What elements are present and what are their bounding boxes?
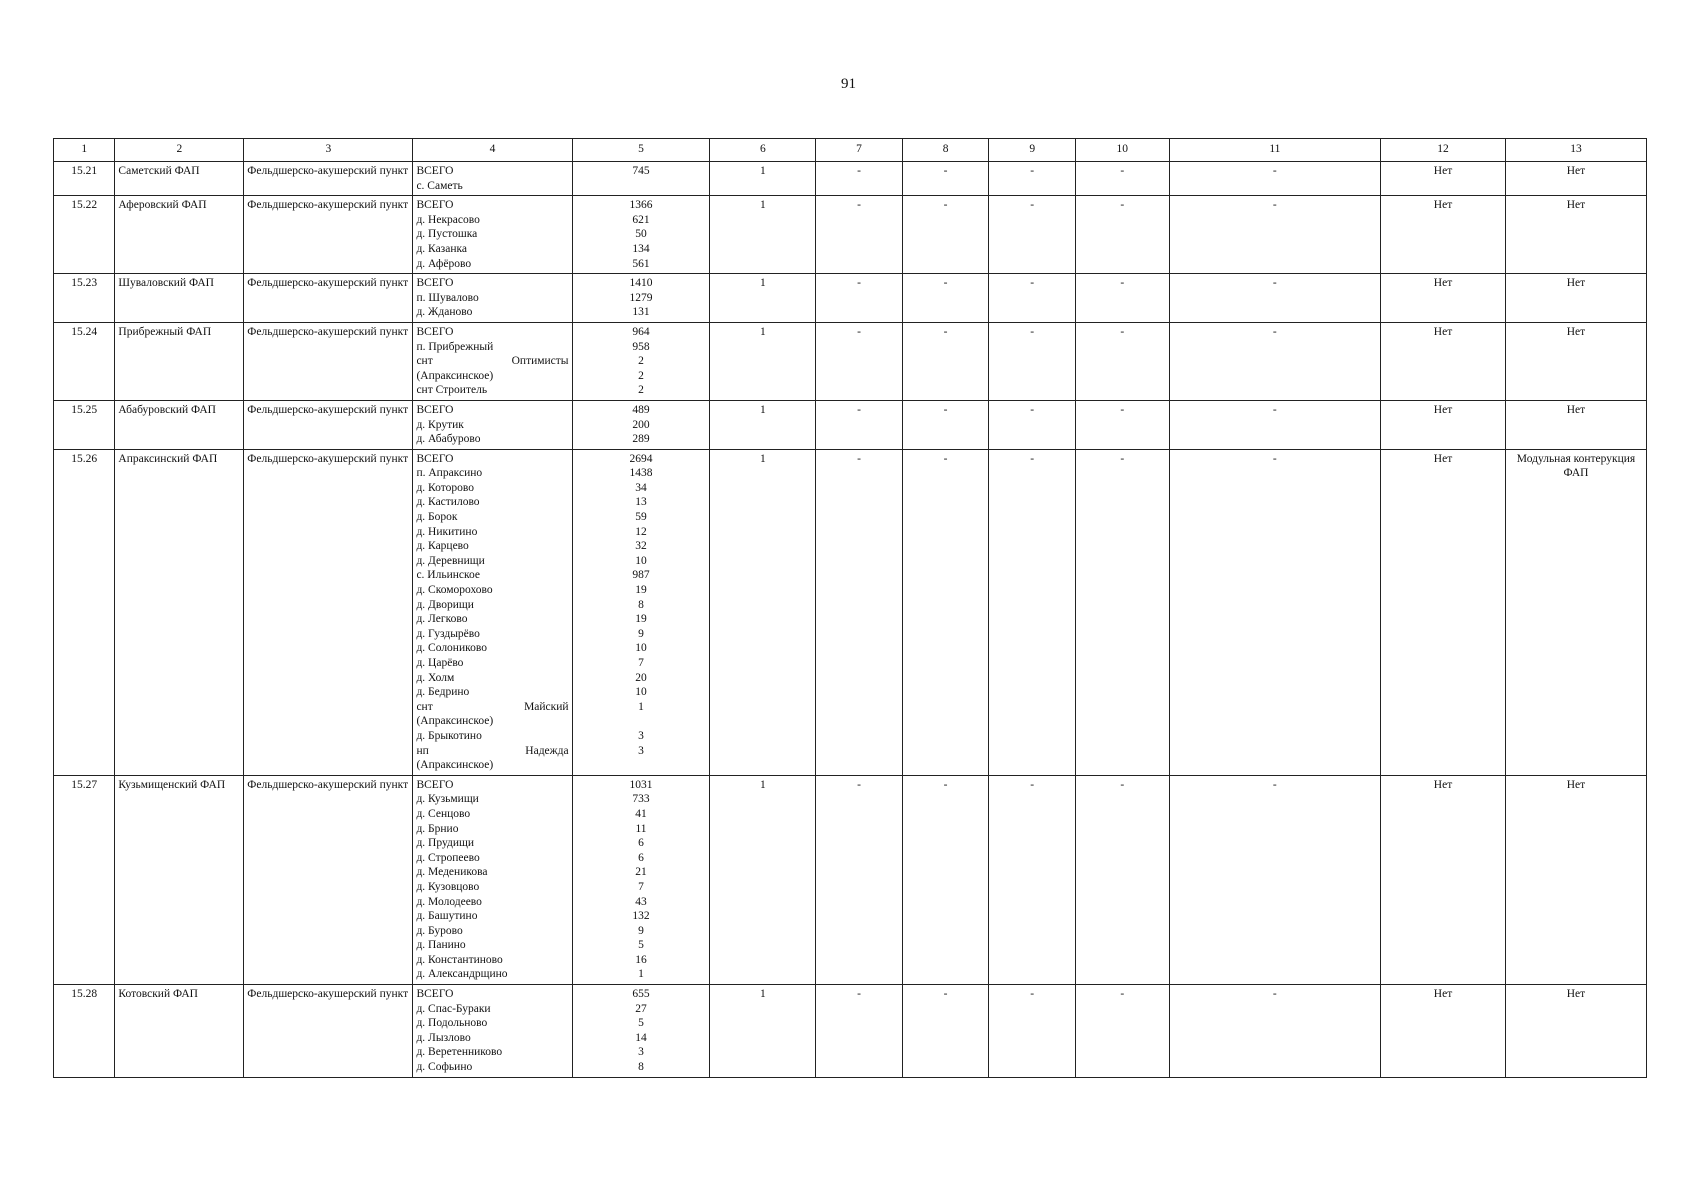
column-10-cell: - [1075,775,1169,984]
column-8-cell: - [902,274,989,323]
settlement-line: снт Строитель [416,384,488,397]
settlements-cell [413,775,572,984]
settlements-cell [413,274,572,323]
settlement-line: д. Брнио [416,822,459,835]
population-value: 1438 [629,467,653,480]
population-value: 200 [632,418,650,431]
population-value: 10 [635,554,647,567]
settlement-line: (Апраксинское) [416,369,494,382]
column-11-cell: - [1169,162,1380,196]
settlement-line: д. Башутино [416,910,478,923]
page-number: 91 [841,76,856,92]
column-7-cell: - [816,985,903,1078]
settlement-line: д. Софьино [416,1061,473,1074]
column-8-cell: - [902,400,989,449]
population-value: 13 [635,496,647,509]
settlements-cell [413,449,572,775]
settlement-line: д. Сенцово [416,807,471,820]
facility-type-cell: Фельдшерско-акушерский пункт [244,985,413,1078]
column-9-cell: - [989,449,1076,775]
column-12-cell: Нет [1381,322,1506,400]
facility-type-cell: Фельдшерско-акушерский пункт [244,274,413,323]
population-value: 489 [632,403,650,416]
column-12-cell: Нет [1381,274,1506,323]
population-value: 134 [632,242,650,255]
settlement-line: д. Дворищи [416,598,474,611]
population-value: 1410 [629,277,653,290]
settlement-line: д. Деревнищи [416,554,485,567]
column-7-cell: - [816,400,903,449]
column-number-header: 6 [710,139,816,162]
settlement-line: д. Карцево [416,540,469,553]
table-row [54,449,1647,775]
column-12-cell: Нет [1381,775,1506,984]
population-value: 745 [632,165,650,177]
column-10-cell: - [1075,196,1169,274]
row-number-cell: 15.22 [54,196,115,274]
settlement-line: с. Ильинское [416,569,481,582]
column-number-header-row [54,139,1647,162]
column-11-cell: - [1169,400,1380,449]
settlement-name: Оптимисты [511,355,569,368]
column-9-cell: - [989,196,1076,274]
column-7-cell: - [816,775,903,984]
column-7-cell: - [816,274,903,323]
population-value: 561 [632,257,650,270]
column-10-cell: - [1075,400,1169,449]
population-value: 132 [632,910,650,923]
settlement-line: д. Которово [416,481,474,494]
population-cell [572,985,710,1078]
facility-name-cell: Котовский ФАП [115,985,244,1078]
settlement-type: нп [416,744,429,757]
population-value: 8 [638,1061,644,1074]
facility-name-cell: Прибрежный ФАП [115,322,244,400]
table-row [54,400,1647,449]
settlement-line: д. Лызлово [416,1031,471,1044]
population-cell [572,162,710,196]
population-value: 41 [635,807,647,820]
column-13-cell: Модульная контерукция ФАП [1505,449,1646,775]
population-value: 958 [632,340,650,353]
facility-name-cell: Апраксинский ФАП [115,449,244,775]
column-11-cell: - [1169,274,1380,323]
population-value: 9 [638,627,644,640]
population-value: 27 [635,1002,647,1015]
column-number-header: 1 [54,139,115,162]
facility-name-cell: Кузьмищенский ФАП [115,775,244,984]
facility-table [53,138,1647,1078]
settlement-line: д. Казанка [416,242,467,255]
settlement-line: ВСЕГО [416,403,454,416]
settlement-line: п. Апраксино [416,467,483,480]
table-row [54,274,1647,323]
settlement-line: д. Прудищи [416,837,474,850]
settlement-line: д. Никитино [416,525,478,538]
settlement-type: снт [416,700,433,713]
table-row [54,162,1647,196]
facility-type-cell: Фельдшерско-акушерский пункт [244,322,413,400]
population-value: 733 [632,793,650,806]
column-11-cell: - [1169,322,1380,400]
population-value: 1366 [629,199,653,212]
column-number-header: 2 [115,139,244,162]
row-number-cell: 15.24 [54,322,115,400]
column-7-cell: - [816,322,903,400]
settlement-line [416,744,568,759]
settlement-line: д. Подольново [416,1017,488,1030]
row-number-cell: 15.28 [54,985,115,1078]
column-13-cell: Нет [1505,274,1646,323]
settlement-line: д. Кузьмищи [416,793,479,806]
settlement-line: д. Царёво [416,657,464,669]
column-12-cell: Нет [1381,400,1506,449]
population-value: 2 [638,355,644,368]
column-number-header: 12 [1381,139,1506,162]
population-value: 1279 [629,291,653,304]
settlement-line: с. Саметь [416,179,463,192]
table-row [54,985,1647,1078]
column-6-cell: 1 [710,449,816,775]
settlements-cell [413,196,572,274]
population-value [576,179,707,194]
settlement-line: (Апраксинское) [416,759,494,772]
settlement-line: ВСЕГО [416,778,454,791]
column-9-cell: - [989,162,1076,196]
settlements-cell [413,400,572,449]
settlement-line: д. Борок [416,511,458,524]
table-row [54,322,1647,400]
population-value: 3 [638,729,644,742]
column-11-cell: - [1169,196,1380,274]
row-number-cell: 15.21 [54,162,115,196]
population-value: 7 [638,657,644,669]
column-13-cell: Нет [1505,985,1646,1078]
population-value: 6 [638,837,644,850]
population-value [576,714,707,729]
column-11-cell: - [1169,985,1380,1078]
column-number-header: 8 [902,139,989,162]
column-number-header: 7 [816,139,903,162]
column-number-header: 4 [413,139,572,162]
settlement-line: д. Меденикова [416,866,488,879]
settlement-line: д. Александрщино [416,968,508,981]
settlement-line: ВСЕГО [416,452,454,465]
column-number-header: 5 [572,139,710,162]
population-value: 10 [635,686,647,699]
column-6-cell: 1 [710,985,816,1078]
population-value: 20 [635,671,647,684]
settlement-line: д. Холм [416,671,455,684]
column-10-cell: - [1075,162,1169,196]
population-cell [572,196,710,274]
population-value: 964 [632,325,650,338]
population-value: 987 [632,569,650,582]
facility-type-cell: Фельдшерско-акушерский пункт [244,400,413,449]
facility-name-cell: Аферовский ФАП [115,196,244,274]
population-value: 34 [635,481,647,494]
settlement-line: д. Некрасово [416,213,480,226]
column-10-cell: - [1075,449,1169,775]
facility-name-cell: Саметский ФАП [115,162,244,196]
population-value: 289 [632,433,650,446]
column-number-header: 3 [244,139,413,162]
column-number-header: 9 [989,139,1076,162]
population-value: 6 [638,851,644,864]
population-value: 10 [635,642,647,655]
population-value: 59 [635,511,647,524]
column-6-cell: 1 [710,400,816,449]
population-value: 655 [632,988,650,1001]
column-9-cell: - [989,400,1076,449]
facility-type-cell: Фельдшерско-акушерский пункт [244,196,413,274]
settlements-cell [413,322,572,400]
column-9-cell: - [989,775,1076,984]
settlement-line: д. Веретенниково [416,1046,503,1059]
population-value: 14 [635,1031,647,1044]
column-7-cell: - [816,162,903,196]
population-value: 2694 [629,452,653,465]
column-10-cell: - [1075,322,1169,400]
column-13-cell: Нет [1505,400,1646,449]
column-8-cell: - [902,985,989,1078]
facility-type-cell: Фельдшерско-акушерский пункт [244,775,413,984]
column-8-cell: - [902,162,989,196]
population-value: 16 [635,953,647,966]
settlement-line: д. Скоморохово [416,584,493,597]
column-10-cell: - [1075,274,1169,323]
settlement-line: д. Константиново [416,953,503,966]
column-8-cell: - [902,322,989,400]
population-value: 8 [638,598,644,611]
column-9-cell: - [989,274,1076,323]
population-value: 21 [635,866,647,879]
population-cell [572,274,710,323]
column-number-header: 13 [1505,139,1646,162]
population-value: 19 [635,584,647,597]
population-value: 2 [638,369,644,382]
facility-name-cell: Абабуровский ФАП [115,400,244,449]
population-value: 9 [638,924,644,937]
column-9-cell: - [989,985,1076,1078]
table-body [54,162,1647,1078]
column-13-cell: Нет [1505,775,1646,984]
row-number-cell: 15.23 [54,274,115,323]
facility-name-cell: Шуваловский ФАП [115,274,244,323]
settlement-line: д. Абабурово [416,433,481,446]
population-value [576,758,707,773]
settlement-line: д. Бедрино [416,686,470,699]
column-6-cell: 1 [710,775,816,984]
column-12-cell: Нет [1381,196,1506,274]
population-value: 7 [638,880,644,893]
column-13-cell: Нет [1505,162,1646,196]
settlement-line: д. Бурово [416,924,463,937]
population-value: 1 [638,700,644,713]
settlement-line: д. Кастилово [416,496,480,509]
settlement-line: д. Панино [416,939,466,952]
settlement-line: д. Крутик [416,418,464,431]
settlement-line: ВСЕГО [416,277,454,290]
settlement-line: (Апраксинское) [416,715,494,728]
column-12-cell: Нет [1381,449,1506,775]
population-value: 1031 [629,778,653,791]
column-11-cell: - [1169,775,1380,984]
column-number-header: 10 [1075,139,1169,162]
settlement-name: Майский [524,700,569,713]
settlement-line: д. Пустошка [416,228,478,241]
settlement-line: ВСЕГО [416,199,454,212]
population-value: 11 [635,822,647,835]
population-value: 32 [635,540,647,553]
settlement-line [416,354,568,369]
settlement-line: ВСЕГО [416,325,454,338]
population-value: 2 [638,384,644,397]
settlement-line [416,700,568,715]
settlement-line: д. Гуздырёво [416,627,480,640]
population-value: 19 [635,613,647,626]
column-number-header: 11 [1169,139,1380,162]
settlement-line: д. Легково [416,613,468,626]
population-value: 5 [638,1017,644,1030]
column-12-cell: Нет [1381,162,1506,196]
population-value: 1 [638,968,644,981]
settlement-line: д. Молодеево [416,895,482,908]
table-row [54,196,1647,274]
settlements-cell [413,162,572,196]
column-7-cell: - [816,449,903,775]
row-number-cell: 15.25 [54,400,115,449]
population-cell [572,775,710,984]
column-6-cell: 1 [710,162,816,196]
settlement-line: д. Стропеево [416,851,480,864]
settlement-line: д. Солониково [416,642,487,655]
settlement-line: п. Прибрежный [416,340,494,353]
settlement-line: д. Спас-Бураки [416,1002,491,1015]
settlement-type: снт [416,355,433,368]
population-value: 43 [635,895,647,908]
row-number-cell: 15.27 [54,775,115,984]
settlement-line: ВСЕГО [416,165,454,177]
table-row [54,775,1647,984]
facility-type-cell: Фельдшерско-акушерский пункт [244,162,413,196]
column-10-cell: - [1075,985,1169,1078]
settlement-line: д. Афёрово [416,257,472,270]
settlement-line: ВСЕГО [416,988,454,1001]
row-number-cell: 15.26 [54,449,115,775]
population-cell [572,449,710,775]
population-value: 3 [638,744,644,757]
settlement-name: Надежда [525,744,569,757]
column-7-cell: - [816,196,903,274]
facility-type-cell: Фельдшерско-акушерский пункт [244,449,413,775]
column-8-cell: - [902,449,989,775]
column-6-cell: 1 [710,196,816,274]
column-8-cell: - [902,196,989,274]
settlement-line: д. Кузовцово [416,880,480,893]
population-value: 621 [632,213,650,226]
population-value: 12 [635,525,647,538]
column-13-cell: Нет [1505,322,1646,400]
population-cell [572,322,710,400]
column-11-cell: - [1169,449,1380,775]
column-6-cell: 1 [710,322,816,400]
settlement-line: д. Жданово [416,306,473,319]
population-value: 131 [632,306,650,319]
column-12-cell: Нет [1381,985,1506,1078]
population-value: 5 [638,939,644,952]
settlements-cell [413,985,572,1078]
column-9-cell: - [989,322,1076,400]
population-value: 3 [638,1046,644,1059]
population-value: 50 [635,228,647,241]
population-cell [572,400,710,449]
column-13-cell: Нет [1505,196,1646,274]
settlement-line: п. Шувалово [416,291,479,304]
settlement-line: д. Брыкотино [416,729,482,742]
column-8-cell: - [902,775,989,984]
column-6-cell: 1 [710,274,816,323]
